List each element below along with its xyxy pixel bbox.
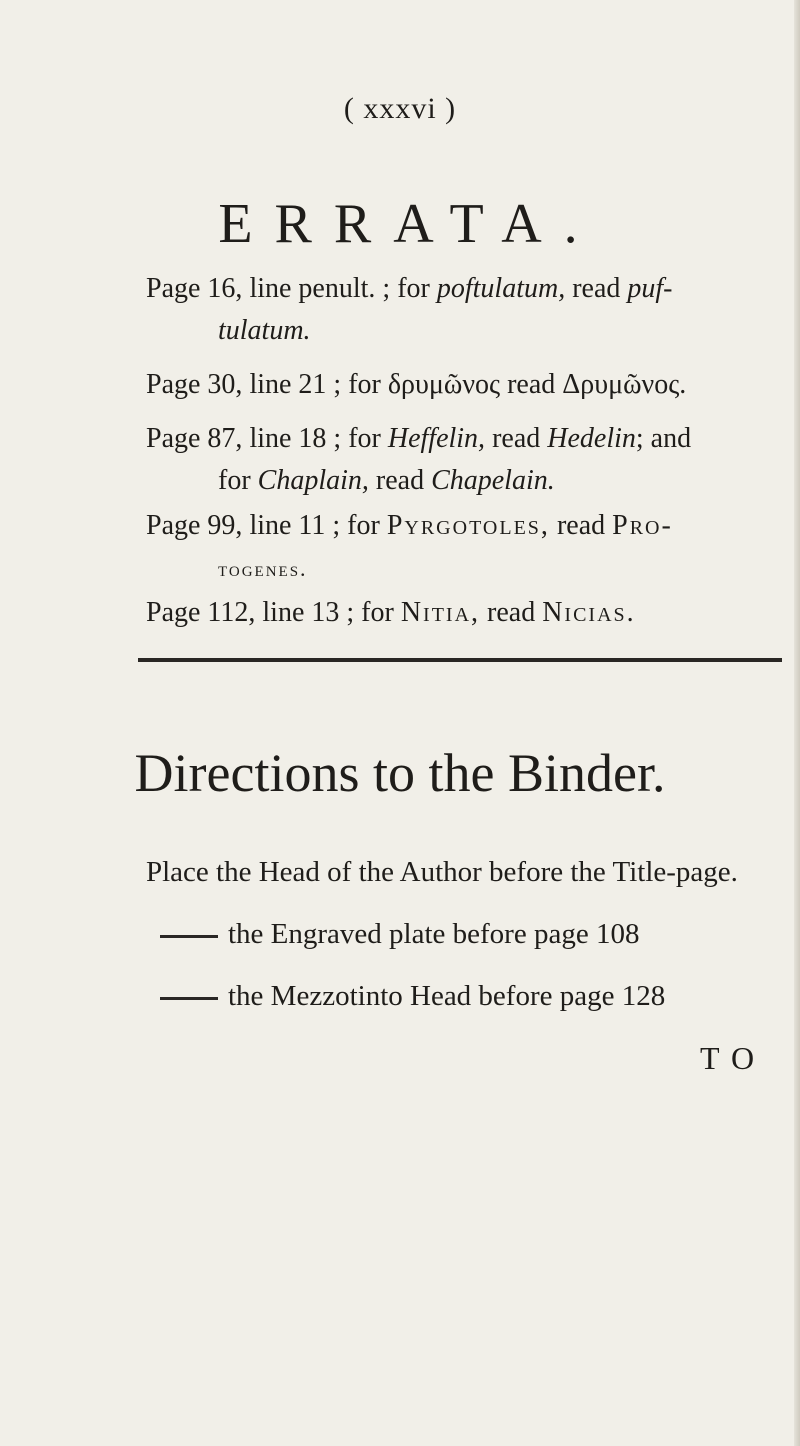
errata-entry — [146, 268, 786, 352]
entry-right-continued: tulatum. — [218, 315, 311, 346]
entry-wrong: Nitia, — [400, 597, 481, 628]
entry-page: Page 99, — [146, 510, 243, 541]
entry-right-continued: togenes. — [218, 556, 308, 581]
binder-line — [160, 976, 665, 1016]
page-folio: ( xxxvi ) — [343, 92, 457, 125]
errata-entry — [146, 364, 786, 406]
entry-read: read — [507, 369, 556, 400]
entry-right: Pro- — [612, 510, 673, 541]
entry-right-second: Chapelain. — [431, 465, 555, 496]
entry-line: line 11 ; — [249, 510, 341, 541]
entry-line: line 18 ; — [249, 423, 342, 454]
entry-for: for — [361, 597, 394, 628]
entry-for: for — [397, 273, 430, 304]
entry-read: read — [556, 510, 606, 541]
entry-wrong: poftulatum, — [436, 273, 566, 304]
entry-read-second: read — [375, 465, 425, 496]
binder-line: Place the Head of the Author before the Title-page. — [146, 856, 738, 888]
entry-line: line 21 ; — [249, 369, 342, 400]
entry-wrong-second: Chaplain, — [257, 465, 369, 496]
entry-for-second: for — [218, 465, 251, 496]
binder-line-text: the Mezzotinto Head before page 128 — [228, 980, 666, 1012]
errata-entry-continued — [218, 547, 800, 590]
entry-read: read — [572, 273, 621, 304]
entry-wrong: δρυμῶνος — [387, 369, 501, 400]
entry-right: puf- — [627, 273, 673, 304]
entry-page: Page 30, — [146, 369, 243, 400]
entry-line: line 13 ; — [262, 597, 355, 628]
entry-for: for — [347, 510, 380, 541]
entry-right: Δρυμῶνος. — [562, 369, 687, 400]
entry-tail: ; and — [635, 423, 692, 454]
section-rule — [138, 658, 782, 662]
ditto-dash — [160, 935, 218, 938]
entry-page: Page 112, — [146, 597, 256, 628]
entry-right: Hedelin — [547, 423, 636, 454]
entry-read: read — [487, 597, 536, 628]
entry-right: Nicias. — [542, 597, 636, 628]
entry-line: line penult. ; — [249, 273, 391, 304]
entry-wrong: Pyrgotoles, — [386, 510, 550, 541]
binder-directions-title: Directions to the Binder. — [134, 743, 666, 803]
entry-for: for — [348, 369, 381, 400]
binder-line-text: the Engraved plate before page 108 — [228, 918, 640, 950]
errata-entry — [146, 592, 786, 634]
errata-heading: ERRATA. — [218, 193, 600, 255]
entry-for: for — [348, 423, 381, 454]
entry-read: read — [492, 423, 541, 454]
errata-entry — [146, 505, 786, 547]
entry-wrong: Heffelin, — [387, 423, 486, 454]
errata-entry — [146, 418, 786, 502]
entry-page: Page 87, — [146, 423, 243, 454]
binder-line — [160, 914, 639, 954]
catchword: TO — [700, 1040, 767, 1076]
entry-page: Page 16, — [146, 273, 243, 304]
ditto-dash — [160, 997, 218, 1000]
